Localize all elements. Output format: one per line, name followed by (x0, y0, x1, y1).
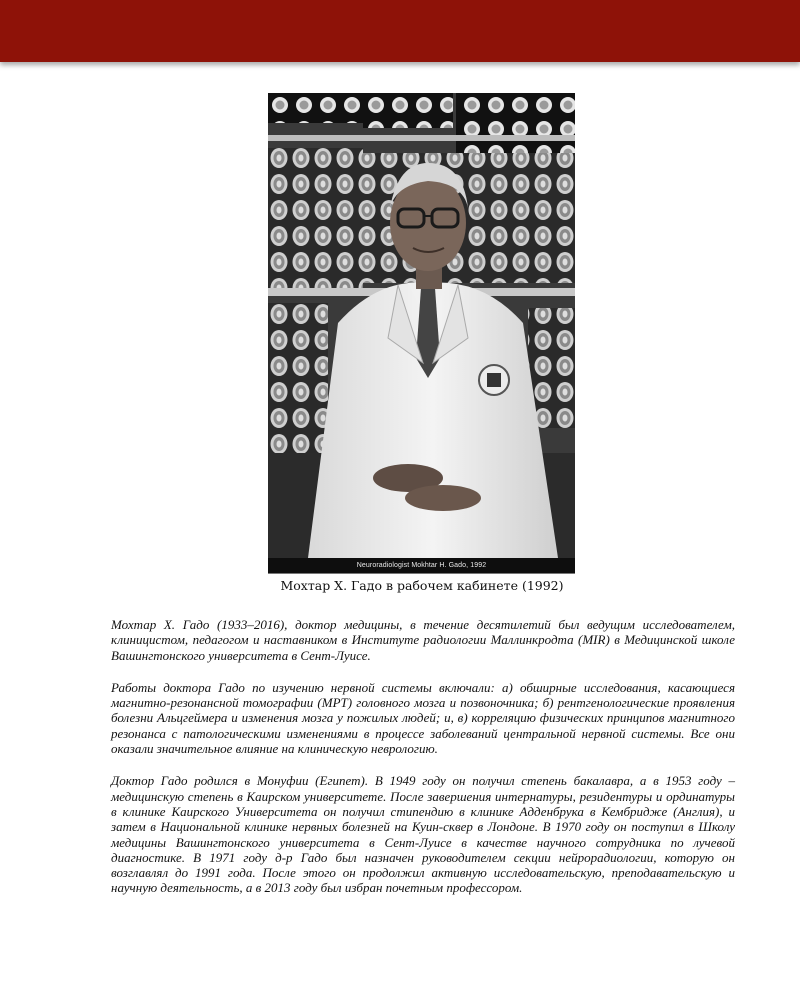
portrait-photo (268, 93, 575, 573)
portrait-illustration (268, 93, 575, 573)
photo-caption: Мохтар Х. Гадо в рабочем кабинете (1992) (280, 578, 564, 593)
paragraph-2: Работы доктора Гадо по изучению нервной системы включали: а) обширные исследования, касающиеся магнитно-резонансной томографии (МРТ) головного мозга и позвоночника; б) рентгенологические проявления болезни Альцгеймера и изменения мозга у пожилых людей; и, в) корреляцию физических принципов магнитного резонанса с патологическими изменениями в процессе заболеваний центральной нервной системы. Все они оказали значительное влияние на клиническую неврологию. (111, 679, 735, 757)
header-band (0, 0, 800, 62)
caption-rule (268, 573, 575, 574)
paragraph-3: Доктор Гадо родился в Монуфии (Египет). В 1949 году он получил степень бакалавра, а в 1953 году – медицинскую степень в Каирском университете. После завершения интернатуры, резидентуры и ординатуры в клинике Каирского Университета он получил стипендию в клинике Адденбрука в Кембридже (Англия), и затем в Национальной клинике нервных болезней на Куин-сквер в Лондоне. В 1970 году он поступил в Школу медицины Вашингтонского университета в Сент-Луисе в качестве научного сотрудника по лучевой диагностике. В 1971 году д-р Гадо был назначен руководителем секции нейрорадиологии, которую он возглавлял до 1991 года. После этого он продолжил активную исследовательскую, преподавательскую и научную деятельность, а в 2013 году был избран почетным профессором. (111, 773, 735, 896)
biography-text (111, 617, 735, 913)
paragraph-1: Мохтар Х. Гадо (1933–2016), доктор медицины, в течение десятилетий был ведущим исследователем, клиницистом, педагогом и наставником в Институте радиологии Маллинкродта (MIR) в Медицинской школе Вашингтонского университета в Сент-Луисе. (111, 617, 735, 663)
photo-inner-caption: Neuroradiologist Mokhtar H. Gado, 1992 (356, 562, 487, 569)
